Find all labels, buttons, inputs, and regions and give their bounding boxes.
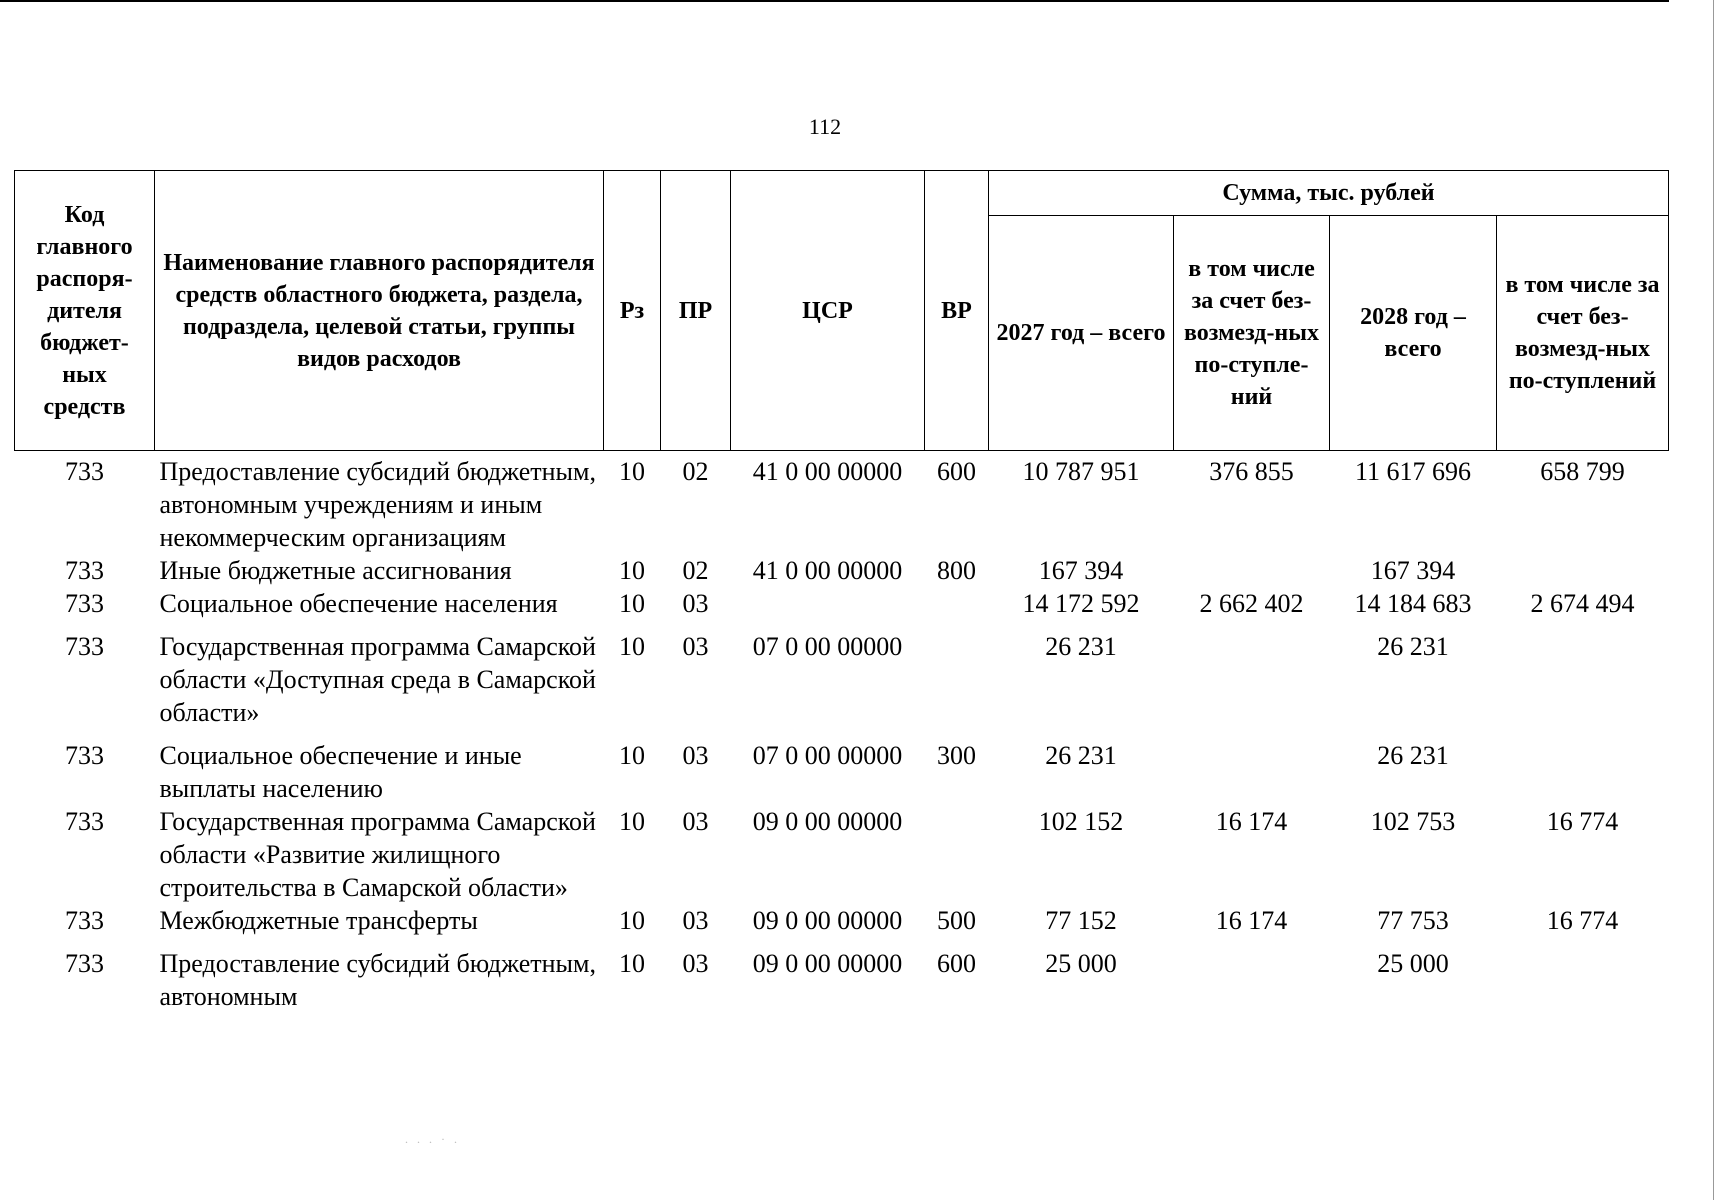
header-2027-total: 2027 год – всего: [989, 216, 1174, 451]
header-csr: ЦСР: [731, 171, 925, 451]
cell-rz: 10: [619, 589, 645, 618]
cell-code: 733: [65, 632, 104, 661]
cell-2027-total: 102 152: [1038, 807, 1124, 836]
cell-vr: 800: [937, 556, 976, 585]
scan-noise: . . . · .: [405, 1132, 460, 1146]
header-pr: ПР: [661, 171, 731, 451]
page-number: 112: [808, 114, 842, 139]
cell-csr: [731, 587, 925, 620]
cell-code: 733: [65, 556, 104, 585]
cell-name: Межбюджетные трансферты: [159, 906, 478, 935]
cell-2027-gratuitous: [1174, 630, 1330, 729]
cell-2027-gratuitous: [1174, 947, 1330, 1013]
cell-csr: 09 0 00 00000: [752, 807, 903, 836]
header-vr: ВР: [925, 171, 989, 451]
cell-2027-gratuitous: 16 174: [1215, 906, 1288, 935]
cell-2028-gratuitous: [1497, 554, 1669, 587]
cell-name: Государственная программа Самарской области «Доступная среда в Самарской области»: [159, 632, 596, 727]
cell-code: 733: [65, 807, 104, 836]
cell-2028-gratuitous: [1497, 739, 1669, 805]
cell-pr: 03: [682, 632, 709, 661]
cell-csr: 41 0 00 00000: [752, 556, 903, 585]
cell-vr: 600: [937, 949, 976, 978]
header-2027-gratuitous: в том числе за счет без-возмезд-ных по-ступле-ний: [1174, 216, 1330, 451]
right-edge-line: [1713, 0, 1714, 1200]
cell-code: 733: [65, 589, 104, 618]
top-border-line: [0, 0, 1669, 2]
cell-2027-gratuitous: 2 662 402: [1199, 589, 1304, 618]
cell-2028-gratuitous: 2 674 494: [1530, 589, 1635, 618]
cell-2028-total: 167 394: [1370, 556, 1456, 585]
cell-2028-total: 11 617 696: [1354, 457, 1472, 486]
cell-vr: [925, 587, 989, 620]
cell-2028-total: 26 231: [1377, 632, 1449, 661]
budget-table: [14, 170, 1669, 1013]
cell-2027-total: 10 787 951: [1022, 457, 1140, 486]
cell-2028-total: 77 753: [1377, 906, 1449, 935]
cell-pr: 03: [682, 949, 709, 978]
header-name: Наименование главного распорядителя средств областного бюджета, раздела, подраздела, целевой статьи, группы видов расходов: [155, 171, 604, 451]
cell-name: Государственная программа Самарской области «Развитие жилищного строительства в Самарской области»: [159, 807, 596, 902]
cell-code: 733: [65, 906, 104, 935]
cell-2028-gratuitous: 16 774: [1546, 906, 1619, 935]
cell-pr: 03: [682, 741, 709, 770]
cell-vr: 500: [937, 906, 976, 935]
table-row: [15, 805, 1669, 904]
cell-pr: 02: [682, 457, 709, 486]
cell-vr: [925, 805, 989, 904]
table-row: [15, 904, 1669, 937]
cell-2028-gratuitous: [1497, 630, 1669, 729]
cell-2027-total: 25 000: [1045, 949, 1117, 978]
cell-2027-gratuitous: 376 855: [1209, 457, 1294, 486]
cell-2027-gratuitous: [1174, 554, 1330, 587]
table-row: [15, 451, 1669, 555]
cell-vr: [925, 630, 989, 729]
cell-code: 733: [65, 741, 104, 770]
cell-pr: 03: [682, 906, 709, 935]
cell-vr: 300: [937, 741, 976, 770]
cell-name: Предоставление субсидий бюджетным, автономным учреждениям и иным некоммерческим организациям: [159, 457, 596, 552]
cell-rz: 10: [619, 457, 645, 486]
cell-2028-gratuitous: 16 774: [1546, 807, 1619, 836]
row-spacer: [15, 620, 1669, 630]
cell-rz: 10: [619, 632, 645, 661]
cell-rz: 10: [619, 807, 645, 836]
cell-2028-total: 26 231: [1377, 741, 1449, 770]
cell-name: Предоставление субсидий бюджетным, автономным: [159, 949, 596, 1011]
cell-csr: 41 0 00 00000: [752, 457, 903, 486]
cell-2027-gratuitous: 16 174: [1215, 807, 1288, 836]
cell-2027-total: 77 152: [1045, 906, 1117, 935]
cell-rz: 10: [619, 556, 645, 585]
table-row: [15, 554, 1669, 587]
cell-code: 733: [65, 949, 104, 978]
cell-rz: 10: [619, 741, 645, 770]
cell-rz: 10: [619, 906, 645, 935]
cell-2027-total: 14 172 592: [1022, 589, 1140, 618]
cell-name: Социальное обеспечение населения: [159, 589, 558, 618]
cell-name: Иные бюджетные ассигнования: [159, 556, 512, 585]
header-2028-gratuitous: в том числе за счет без-возмезд-ных по-ступлений: [1497, 216, 1669, 451]
table-row: [15, 739, 1669, 805]
cell-2027-gratuitous: [1174, 739, 1330, 805]
cell-2027-total: 26 231: [1045, 741, 1117, 770]
cell-pr: 03: [682, 589, 709, 618]
cell-pr: 03: [682, 807, 709, 836]
cell-csr: 07 0 00 00000: [752, 741, 903, 770]
header-rz: Рз: [604, 171, 661, 451]
cell-csr: 09 0 00 00000: [752, 949, 903, 978]
row-spacer: [15, 729, 1669, 739]
cell-2027-total: 167 394: [1038, 556, 1124, 585]
table-row: [15, 587, 1669, 620]
cell-csr: 07 0 00 00000: [752, 632, 903, 661]
table-row: [15, 947, 1669, 1013]
cell-2028-total: 102 753: [1370, 807, 1456, 836]
cell-rz: 10: [619, 949, 645, 978]
cell-2028-total: 14 184 683: [1354, 589, 1472, 618]
table-row: [15, 630, 1669, 729]
header-2028-total: 2028 год – всего: [1330, 216, 1497, 451]
cell-pr: 02: [682, 556, 709, 585]
cell-csr: 09 0 00 00000: [752, 906, 903, 935]
header-sum: Сумма, тыс. рублей: [989, 171, 1669, 216]
cell-2027-total: 26 231: [1045, 632, 1117, 661]
cell-code: 733: [65, 457, 104, 486]
cell-2028-total: 25 000: [1377, 949, 1449, 978]
row-spacer: [15, 937, 1669, 947]
cell-2028-gratuitous: [1497, 947, 1669, 1013]
header-code: Код главного распоря-дителя бюджет-ных средств: [15, 171, 155, 451]
table-body: [15, 451, 1669, 1014]
cell-name: Социальное обеспечение и иные выплаты населению: [159, 741, 522, 803]
cell-vr: 600: [937, 457, 976, 486]
cell-2028-gratuitous: 658 799: [1540, 457, 1625, 486]
header-row: [15, 171, 1669, 216]
